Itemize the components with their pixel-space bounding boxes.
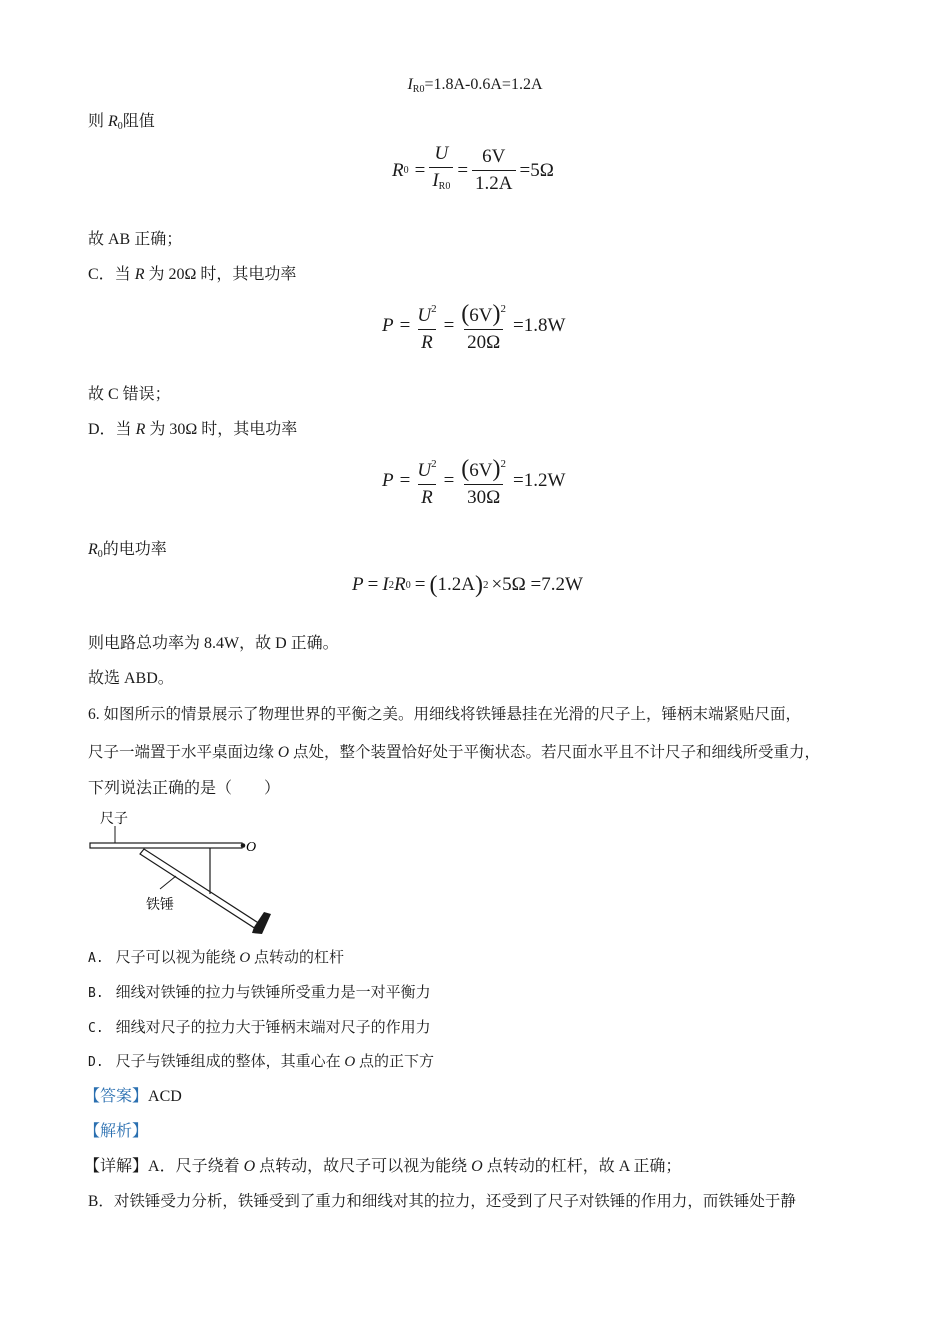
fraction-6v-over-1-2a: $\frac{6V}{1.2A}$ — [472, 146, 515, 195]
pivot-point-o — [241, 843, 246, 848]
option-d: D. 尺子与铁锤组成的整体，其重心在 O 点的正下方 — [88, 1054, 435, 1070]
ruler-shape — [90, 843, 242, 848]
answer-line — [84, 1087, 182, 1107]
option-c: C. 细线对尺子的拉力大于锤柄末端对尺子的作用力 — [88, 1020, 431, 1036]
ab-correct-text: 故 AB 正确； — [88, 231, 183, 248]
hammer-head — [252, 912, 271, 934]
total-power-text: 则电路总功率为 8.4W，故 D 正确。 — [88, 635, 339, 652]
detail-line-2: B．对铁锤受力分析，铁锤受到了重力和细线对其的拉力，还受到了尺子对铁锤的作用力，而铁锤处于静 — [88, 1193, 796, 1210]
fraction-6v2-over-20: $\frac{(6V)^2}{20\Omega}$ — [461, 301, 507, 353]
c-wrong-text: 故 C 错误； — [88, 386, 171, 403]
r0-power-intro: $R_0$的电功率 — [88, 541, 167, 560]
analysis-tag: 【解析】 — [84, 1123, 149, 1140]
fraction-u2-over-r: $\frac{U^2}{R}$ — [417, 458, 437, 508]
hammer-ruler-figure — [88, 806, 278, 941]
figure-drawing — [88, 806, 278, 936]
detail-tag: 【详解】 — [84, 1158, 149, 1175]
option-a: A. 尺子可以视为能绕 O 点转动的杠杆 — [88, 950, 345, 966]
d-intro: D．当 R 为 30Ω 时，其电功率 — [88, 421, 298, 438]
choose-text: 故选 ABD。 — [88, 670, 174, 687]
question-6-line-1: 6. 如图所示的情景展示了物理世界的平衡之美。用细线将铁锤悬挂在光滑的尺子上，锤柄末端紧贴尺面， — [88, 706, 802, 723]
answer-tag: 【答案】 — [84, 1088, 149, 1105]
hammer-handle — [140, 849, 260, 929]
analysis-line — [84, 1122, 148, 1142]
question-6-line-2: 尺子一端置于水平桌面边缘 O 点处，整个装置恰好处于平衡状态。若尺面水平且不计尺子和细线所受重力， — [88, 744, 820, 761]
fraction-6v2-over-30: $\frac{(6V)^2}{30\Omega}$ — [461, 456, 507, 508]
detail-line-1: 【详解】A．尺子绕着 O 点转动，故尺子可以视为能绕 O 点转动的杠杆，故 A 正确； — [84, 1158, 682, 1175]
equation-power-r0: P = I 2 R 0 = ( 1.2A ) 2 ×5Ω =7.2W — [352, 572, 583, 598]
equation-current-r0: $I_{R0}=1.8A-0.6A=1.2A$ — [407, 76, 543, 95]
hammer-leader-line — [160, 876, 176, 889]
equation-power-20: P = $\frac{U^2}{R}$ = $\frac{(6V)^2}{20\Omega}$ =1.8W — [382, 298, 565, 354]
fraction-u2-over-r: $\frac{U^2}{R}$ — [417, 303, 437, 353]
c-intro: C．当 R 为 20Ω 时，其电功率 — [88, 266, 297, 283]
point-o-label: O — [246, 840, 257, 855]
question-6-line-3: 下列说法正确的是（ ） — [88, 780, 281, 797]
hammer-label: 铁锤 — [146, 897, 174, 913]
option-b: B. 细线对铁锤的拉力与铁锤所受重力是一对平衡力 — [88, 985, 431, 1001]
ruler-label: 尺子 — [100, 811, 128, 827]
equation-power-30: P = $\frac{U^2}{R}$ = $\frac{(6V)^2}{30\Omega}$ =1.2W — [382, 453, 565, 509]
equation-r0: R 0 = $\frac{U}{I_{R0}}$ = $\frac{6V}{1.2A}$ =5Ω — [392, 143, 554, 198]
fraction-u-over-i: $\frac{U}{I_{R0}}$ — [429, 143, 453, 198]
r0-value-intro: 则 $R_0$阻值 — [88, 113, 155, 132]
answer-value: ACD — [148, 1088, 182, 1105]
